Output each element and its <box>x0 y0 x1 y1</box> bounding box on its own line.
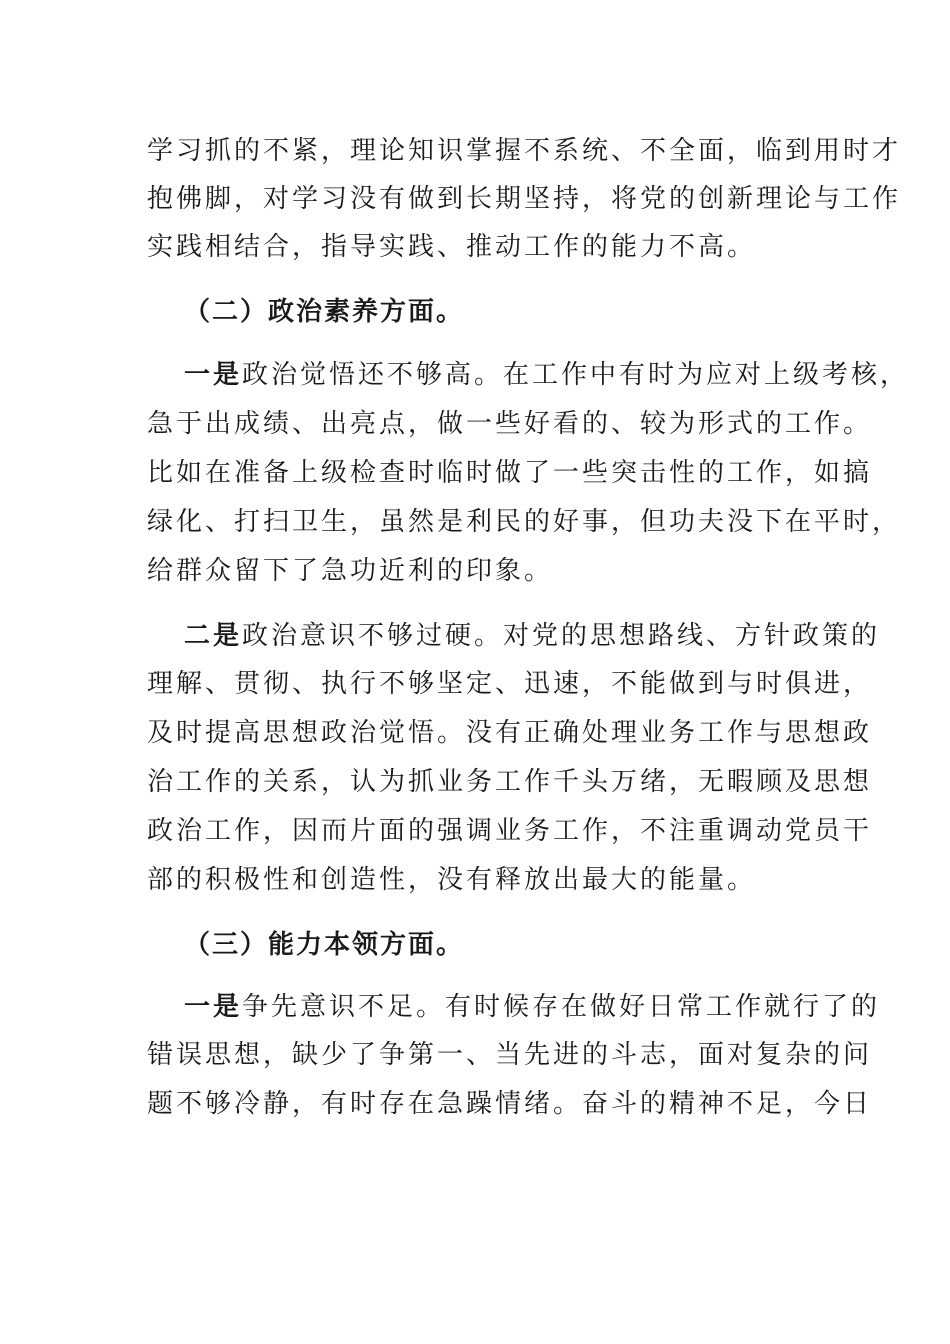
paragraph-line: 急于出成绩、出亮点，做一些好看的、较为形式的工作。 <box>147 409 873 439</box>
paragraph-line: 治工作的关系，认为抓业务工作千头万绪，无暇顾及思想 <box>147 767 873 797</box>
paragraph-line: 给群众留下了急功近利的印象。 <box>147 556 554 586</box>
paragraph-line: 部的积极性和创造性，没有释放出最大的能量。 <box>147 865 757 895</box>
item-text: 争先意识不足。有时候存在做好日常工作就行了的 <box>242 992 881 1022</box>
item-lead: 二是 <box>184 621 243 651</box>
section-heading: （二）政治素养方面。 <box>184 297 465 327</box>
paragraph-line: 政治工作，因而片面的强调业务工作，不注重调动党员干 <box>147 816 873 846</box>
paragraph-line: 比如在准备上级检查时临时做了一些突击性的工作，如搞 <box>147 458 873 488</box>
paragraph-line: 学习抓的不紧，理论知识掌握不系统、不全面，临到用时才 <box>147 136 902 166</box>
paragraph-line: 绿化、打扫卫生，虽然是利民的好事，但功夫没下在平时， <box>147 507 902 537</box>
paragraph-line: 实践相结合，指导实践、推动工作的能力不高。 <box>147 232 757 262</box>
item-lead: 一是 <box>184 992 243 1022</box>
paragraph-line <box>184 359 909 391</box>
section-heading: （三）能力本领方面。 <box>184 930 465 960</box>
item-text: 政治觉悟还不够高。在工作中有时为应对上级考核， <box>242 360 910 390</box>
item-lead: 一是 <box>184 360 243 390</box>
item-text: 政治意识不够过硬。对党的思想路线、方针政策的 <box>242 621 881 651</box>
paragraph-line: 理解、贯彻、执行不够坚定、迅速，不能做到与时俱进， <box>147 669 873 699</box>
paragraph-line: 错误思想，缺少了争第一、当先进的斗志，面对复杂的问 <box>147 1040 873 1070</box>
paragraph-line: 题不够冷静，有时存在急躁情绪。奋斗的精神不足，今日 <box>147 1089 873 1119</box>
paragraph-line: 抱佛脚，对学习没有做到长期坚持，将党的创新理论与工作 <box>147 184 902 214</box>
paragraph-line: 及时提高思想政治觉悟。没有正确处理业务工作与思想政 <box>147 718 873 748</box>
paragraph-line <box>184 991 880 1023</box>
paragraph-line <box>184 620 880 652</box>
